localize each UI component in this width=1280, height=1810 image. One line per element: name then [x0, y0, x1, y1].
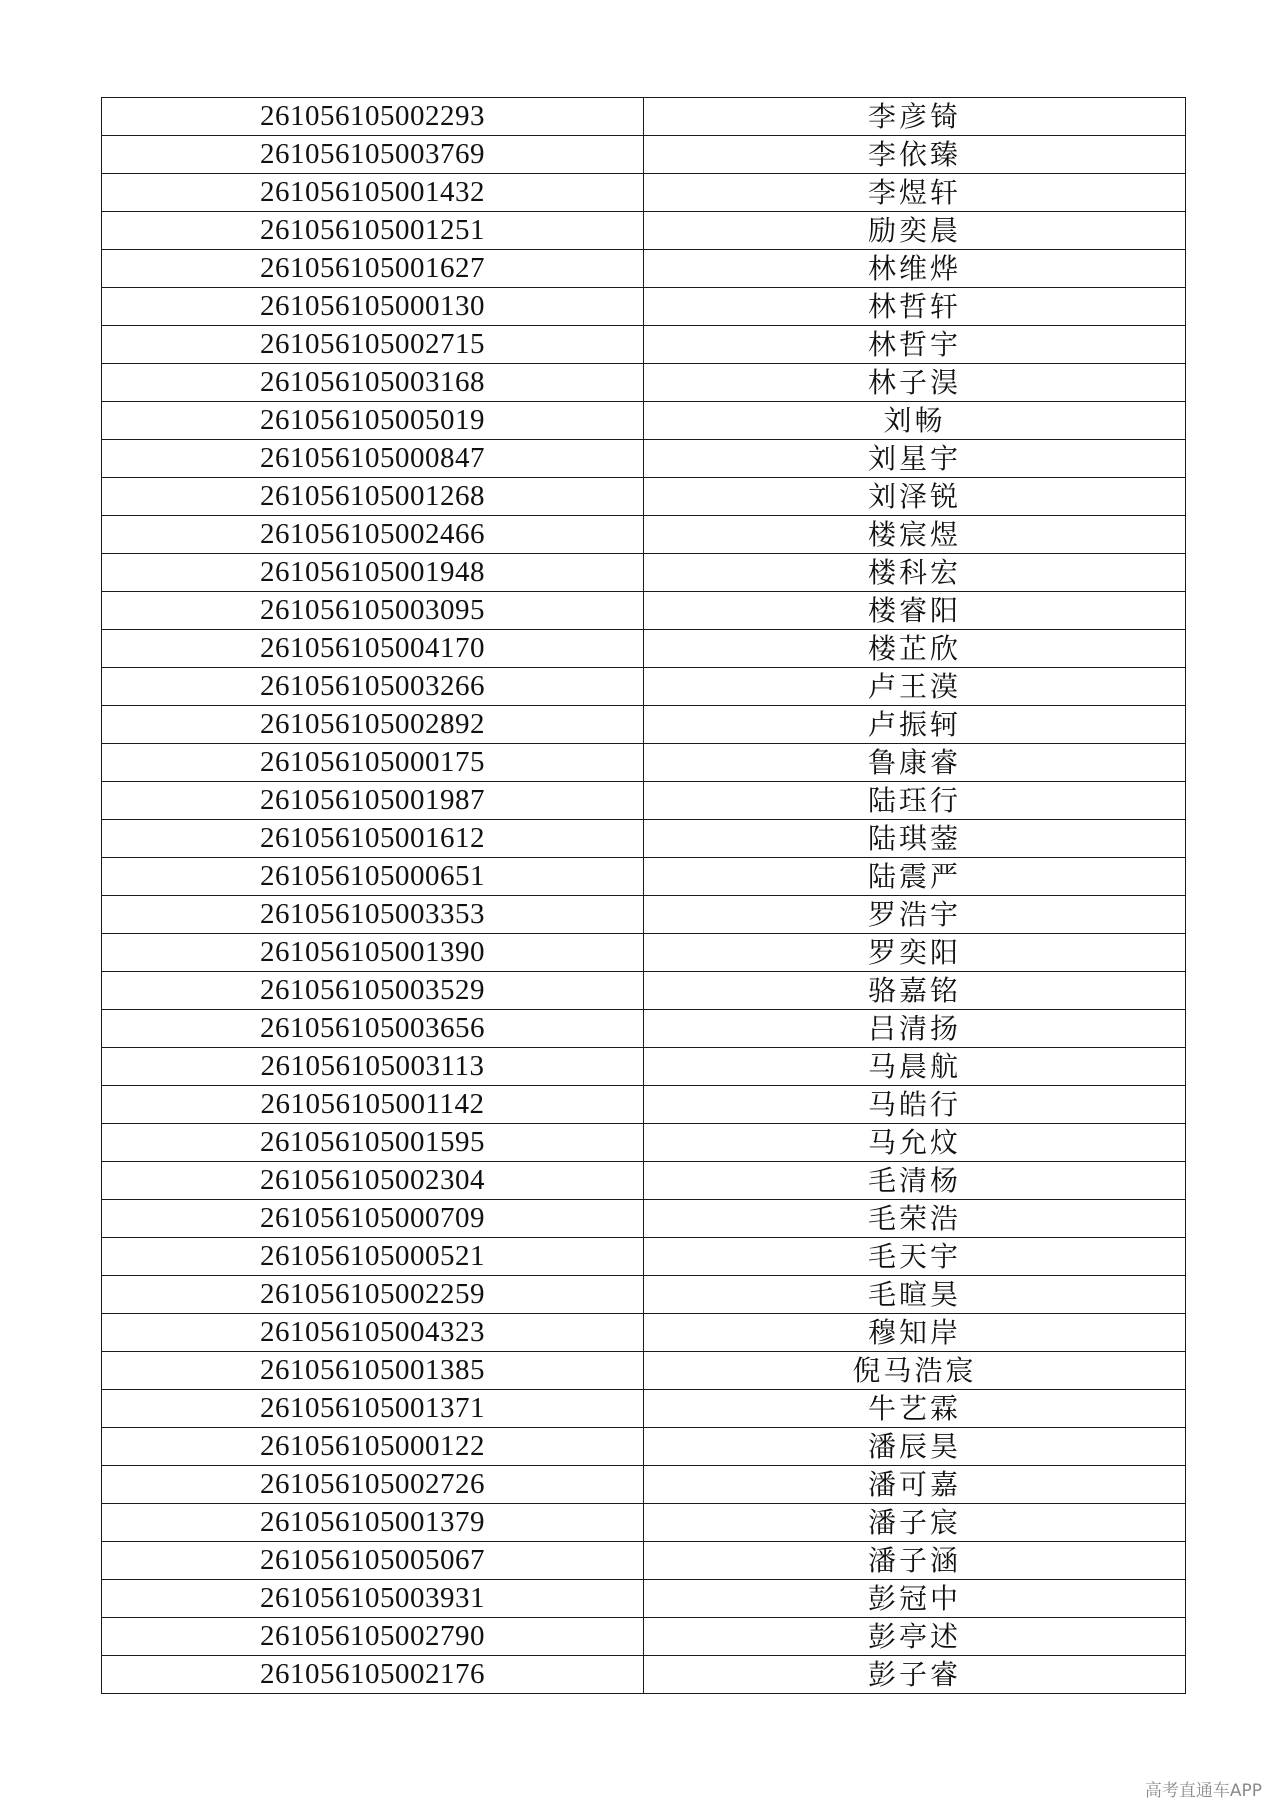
candidate-id-cell: 261056105001948: [102, 554, 644, 592]
candidate-id-cell: 261056105001612: [102, 820, 644, 858]
candidate-id-cell: 261056105003529: [102, 972, 644, 1010]
candidate-name-cell: 卢振轲: [644, 706, 1186, 744]
candidate-name-cell: 楼芷欣: [644, 630, 1186, 668]
table-row: [102, 174, 1186, 212]
table-row: [102, 250, 1186, 288]
candidate-id-cell: 261056105003095: [102, 592, 644, 630]
table-row: [102, 1542, 1186, 1580]
candidate-id-cell: 261056105003353: [102, 896, 644, 934]
candidate-id-cell: 261056105000709: [102, 1200, 644, 1238]
candidate-name-cell: 陆琪蓥: [644, 820, 1186, 858]
table-row: [102, 1086, 1186, 1124]
candidate-name-cell: 陆珏行: [644, 782, 1186, 820]
table-row: [102, 706, 1186, 744]
table-row: [102, 630, 1186, 668]
candidate-name-cell: 林哲宇: [644, 326, 1186, 364]
table-row: [102, 1238, 1186, 1276]
table-row: [102, 820, 1186, 858]
candidate-id-cell: 261056105002176: [102, 1656, 644, 1694]
candidate-name-cell: 楼睿阳: [644, 592, 1186, 630]
table-row: [102, 1200, 1186, 1238]
candidate-id-cell: 261056105000651: [102, 858, 644, 896]
candidate-id-cell: 261056105001432: [102, 174, 644, 212]
candidate-name-cell: 马允炆: [644, 1124, 1186, 1162]
candidate-id-cell: 261056105000122: [102, 1428, 644, 1466]
table-row: [102, 1048, 1186, 1086]
candidate-id-cell: 261056105002790: [102, 1618, 644, 1656]
table-row: [102, 478, 1186, 516]
table-row: [102, 1390, 1186, 1428]
candidate-name-cell: 李依臻: [644, 136, 1186, 174]
candidate-id-cell: 261056105001371: [102, 1390, 644, 1428]
table-row: [102, 592, 1186, 630]
candidate-name-cell: 彭冠中: [644, 1580, 1186, 1618]
candidate-id-cell: 261056105002726: [102, 1466, 644, 1504]
candidate-id-cell: 261056105001385: [102, 1352, 644, 1390]
table-row: [102, 1466, 1186, 1504]
candidate-name-cell: 毛暄昊: [644, 1276, 1186, 1314]
candidate-name-cell: 刘星宇: [644, 440, 1186, 478]
candidate-name-cell: 陆震严: [644, 858, 1186, 896]
candidate-id-cell: 261056105005019: [102, 402, 644, 440]
candidate-id-cell: 261056105001987: [102, 782, 644, 820]
candidate-name-cell: 毛清杨: [644, 1162, 1186, 1200]
table-row: [102, 212, 1186, 250]
table-row: [102, 1314, 1186, 1352]
candidate-id-cell: 261056105004323: [102, 1314, 644, 1352]
table-row: [102, 1162, 1186, 1200]
table-row: [102, 1618, 1186, 1656]
candidate-name-cell: 牛艺霖: [644, 1390, 1186, 1428]
table-row: [102, 1010, 1186, 1048]
table-row: [102, 744, 1186, 782]
table-row: [102, 136, 1186, 174]
table-row: [102, 516, 1186, 554]
candidate-id-cell: 261056105000847: [102, 440, 644, 478]
table-row: [102, 288, 1186, 326]
admission-list-table: [101, 97, 1186, 1694]
candidate-name-cell: 骆嘉铭: [644, 972, 1186, 1010]
candidate-id-cell: 261056105001142: [102, 1086, 644, 1124]
candidate-id-cell: 261056105001379: [102, 1504, 644, 1542]
candidate-id-cell: 261056105002304: [102, 1162, 644, 1200]
candidate-id-cell: 261056105003168: [102, 364, 644, 402]
candidate-name-cell: 倪马浩宸: [644, 1352, 1186, 1390]
candidate-id-cell: 261056105004170: [102, 630, 644, 668]
watermark-label: 高考直通车APP: [1144, 1781, 1262, 1801]
candidate-id-cell: 261056105002259: [102, 1276, 644, 1314]
table-row: [102, 98, 1186, 136]
admission-list-body: [102, 98, 1186, 1694]
candidate-name-cell: 马晨航: [644, 1048, 1186, 1086]
candidate-name-cell: 毛荣浩: [644, 1200, 1186, 1238]
table-row: [102, 1580, 1186, 1618]
candidate-id-cell: 261056105000175: [102, 744, 644, 782]
table-row: [102, 858, 1186, 896]
table-row: [102, 1504, 1186, 1542]
candidate-id-cell: 261056105003769: [102, 136, 644, 174]
candidate-name-cell: 李彦锜: [644, 98, 1186, 136]
candidate-id-cell: 261056105001627: [102, 250, 644, 288]
candidate-id-cell: 261056105000130: [102, 288, 644, 326]
table-row: [102, 934, 1186, 972]
candidate-name-cell: 吕清扬: [644, 1010, 1186, 1048]
candidate-id-cell: 261056105002293: [102, 98, 644, 136]
table-row: [102, 440, 1186, 478]
candidate-name-cell: 卢王漠: [644, 668, 1186, 706]
candidate-name-cell: 楼科宏: [644, 554, 1186, 592]
table-row: [102, 1124, 1186, 1162]
candidate-name-cell: 楼宸煜: [644, 516, 1186, 554]
table-row: [102, 782, 1186, 820]
candidate-id-cell: 261056105002892: [102, 706, 644, 744]
table-row: [102, 1428, 1186, 1466]
candidate-id-cell: 261056105003113: [102, 1048, 644, 1086]
candidate-name-cell: 穆知岸: [644, 1314, 1186, 1352]
candidate-name-cell: 罗奕阳: [644, 934, 1186, 972]
candidate-name-cell: 李煜轩: [644, 174, 1186, 212]
candidate-name-cell: 彭亭述: [644, 1618, 1186, 1656]
candidate-name-cell: 刘泽锐: [644, 478, 1186, 516]
candidate-id-cell: 261056105001390: [102, 934, 644, 972]
table-row: [102, 668, 1186, 706]
candidate-id-cell: 261056105003266: [102, 668, 644, 706]
candidate-id-cell: 261056105002466: [102, 516, 644, 554]
table-row: [102, 1352, 1186, 1390]
candidate-name-cell: 毛天宇: [644, 1238, 1186, 1276]
candidate-name-cell: 林维烨: [644, 250, 1186, 288]
candidate-id-cell: 261056105002715: [102, 326, 644, 364]
candidate-name-cell: 彭子睿: [644, 1656, 1186, 1694]
candidate-name-cell: 林哲轩: [644, 288, 1186, 326]
table-row: [102, 896, 1186, 934]
candidate-id-cell: 261056105001595: [102, 1124, 644, 1162]
table-row: [102, 1276, 1186, 1314]
candidate-id-cell: 261056105003656: [102, 1010, 644, 1048]
candidate-name-cell: 鲁康睿: [644, 744, 1186, 782]
candidate-id-cell: 261056105003931: [102, 1580, 644, 1618]
candidate-name-cell: 潘子宸: [644, 1504, 1186, 1542]
table-row: [102, 326, 1186, 364]
table-row: [102, 1656, 1186, 1694]
candidate-id-cell: 261056105001268: [102, 478, 644, 516]
candidate-name-cell: 励奕晨: [644, 212, 1186, 250]
candidate-name-cell: 马皓行: [644, 1086, 1186, 1124]
candidate-id-cell: 261056105001251: [102, 212, 644, 250]
candidate-name-cell: 林子淏: [644, 364, 1186, 402]
candidate-name-cell: 潘子涵: [644, 1542, 1186, 1580]
candidate-id-cell: 261056105000521: [102, 1238, 644, 1276]
candidate-name-cell: 刘畅: [644, 402, 1186, 440]
candidate-name-cell: 潘可嘉: [644, 1466, 1186, 1504]
table-row: [102, 402, 1186, 440]
candidate-name-cell: 罗浩宇: [644, 896, 1186, 934]
table-row: [102, 972, 1186, 1010]
candidate-id-cell: 261056105005067: [102, 1542, 644, 1580]
table-row: [102, 554, 1186, 592]
candidate-name-cell: 潘辰昊: [644, 1428, 1186, 1466]
table-row: [102, 364, 1186, 402]
